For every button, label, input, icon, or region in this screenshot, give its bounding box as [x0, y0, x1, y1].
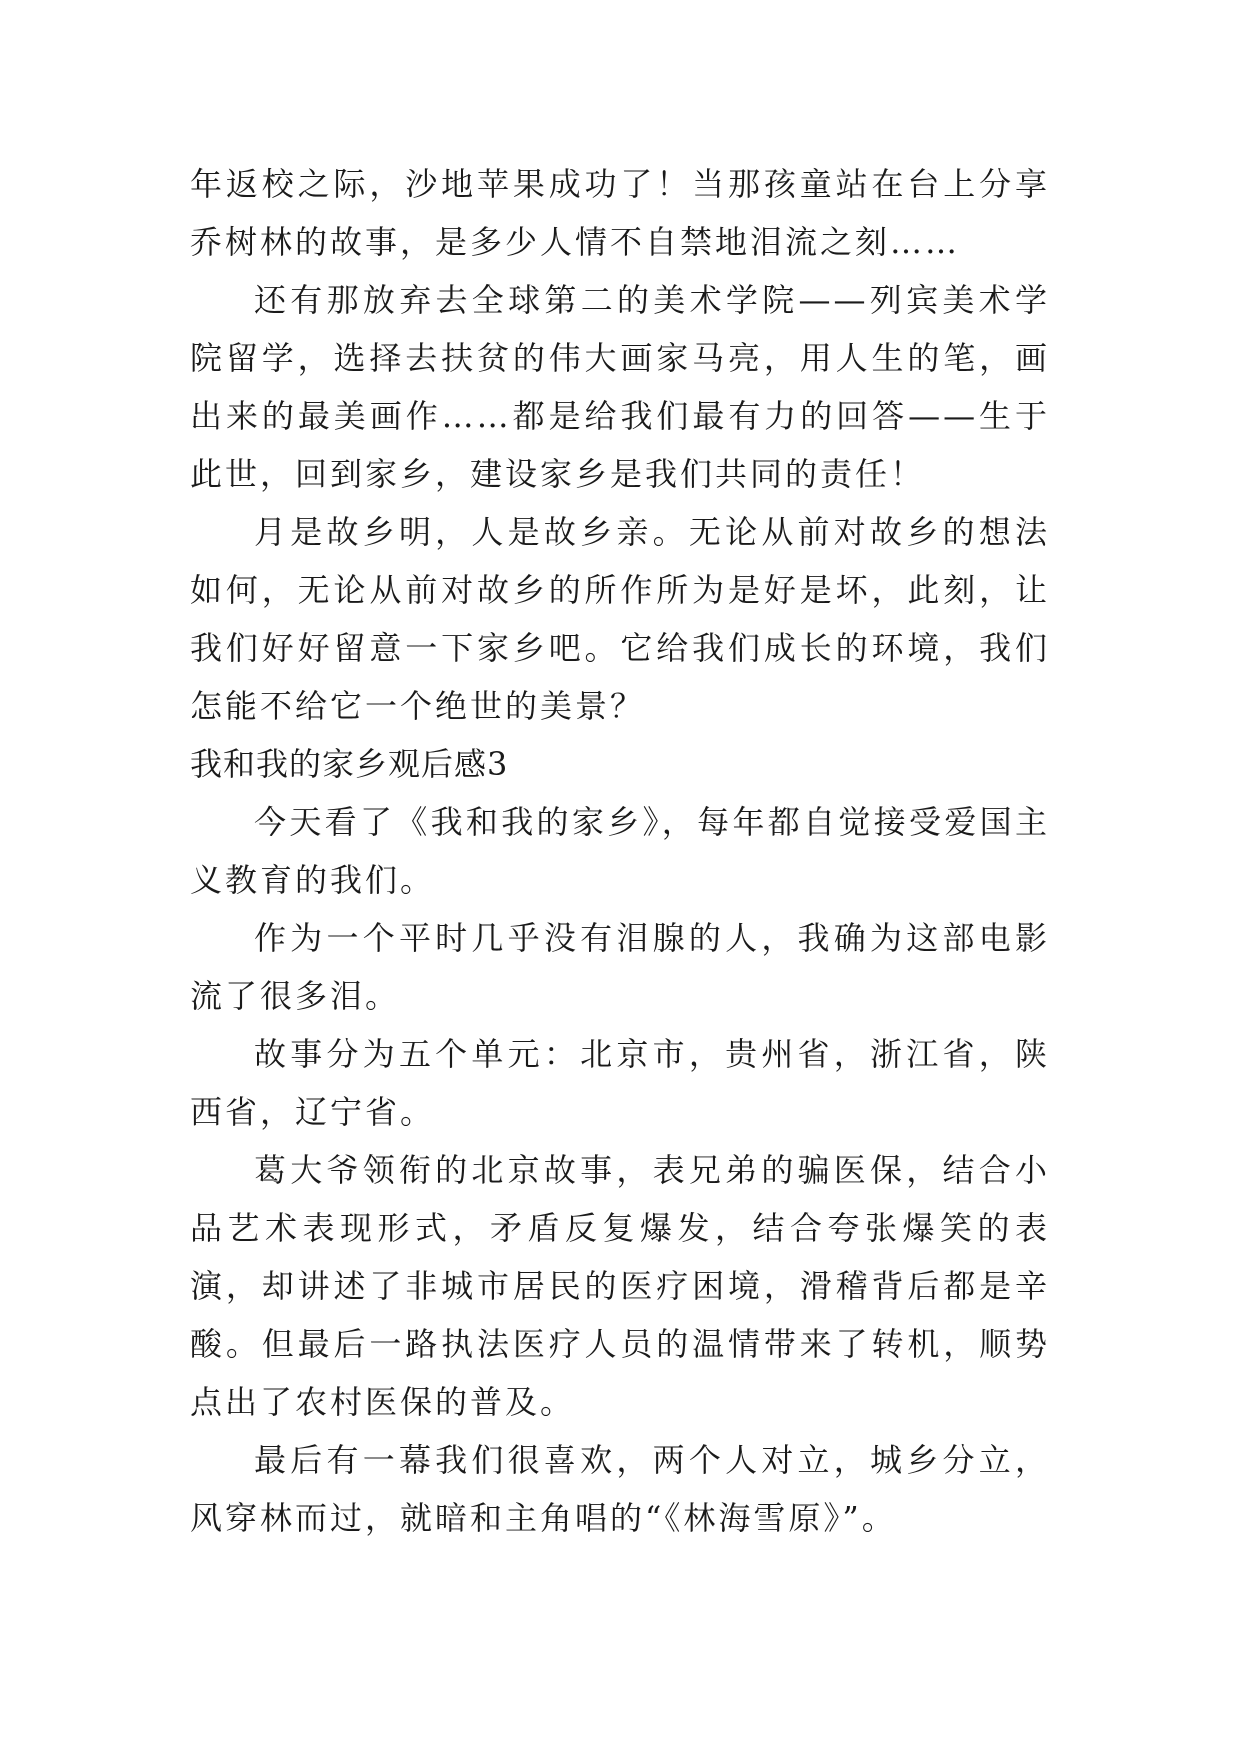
paragraph-hometown-moon: 月是故乡明，人是故乡亲。无论从前对故乡的想法如何，无论从前对故乡的所作所为是好是坏，此刻，让我们好好留意一下家乡吧。它给我们成长的环境，我们怎能不给它一个绝世的美景？ — [190, 513, 1050, 725]
paragraph-continued: 年返校之际，沙地苹果成功了！当那孩童站在台上分享乔树林的故事，是多少人情不自禁地泪流之刻…… — [190, 165, 1050, 261]
paragraph-favorite-scene: 最后有一幕我们很喜欢，两个人对立，城乡分立，风穿林而过，就暗和主角唱的“《林海雪原》”。 — [190, 1441, 1050, 1537]
document-body — [190, 155, 1050, 1547]
paragraph-painter-ma-liang: 还有那放弃去全球第二的美术学院——列宾美术学院留学，选择去扶贫的伟大画家马亮，用人生的笔，画出来的最美画作……都是给我们最有力的回答——生于此世，回到家乡，建设家乡是我们共同的责任！ — [190, 281, 1050, 493]
section-heading: 我和我的家乡观后感3 — [190, 745, 509, 783]
paragraph-watched-film: 今天看了《我和我的家乡》，每年都自觉接受爱国主义教育的我们。 — [190, 803, 1050, 899]
paragraph-tears: 作为一个平时几乎没有泪腺的人，我确为这部电影流了很多泪。 — [190, 919, 1050, 1015]
paragraph-five-units: 故事分为五个单元：北京市，贵州省，浙江省，陕西省，辽宁省。 — [190, 1035, 1050, 1131]
paragraph-beijing-story: 葛大爷领衔的北京故事，表兄弟的骗医保，结合小品艺术表现形式，矛盾反复爆发，结合夸张爆笑的表演，却讲述了非城市居民的医疗困境，滑稽背后都是辛酸。但最后一路执法医疗人员的温情带来了转机，顺势点出了农村医保的普及。 — [190, 1151, 1050, 1421]
